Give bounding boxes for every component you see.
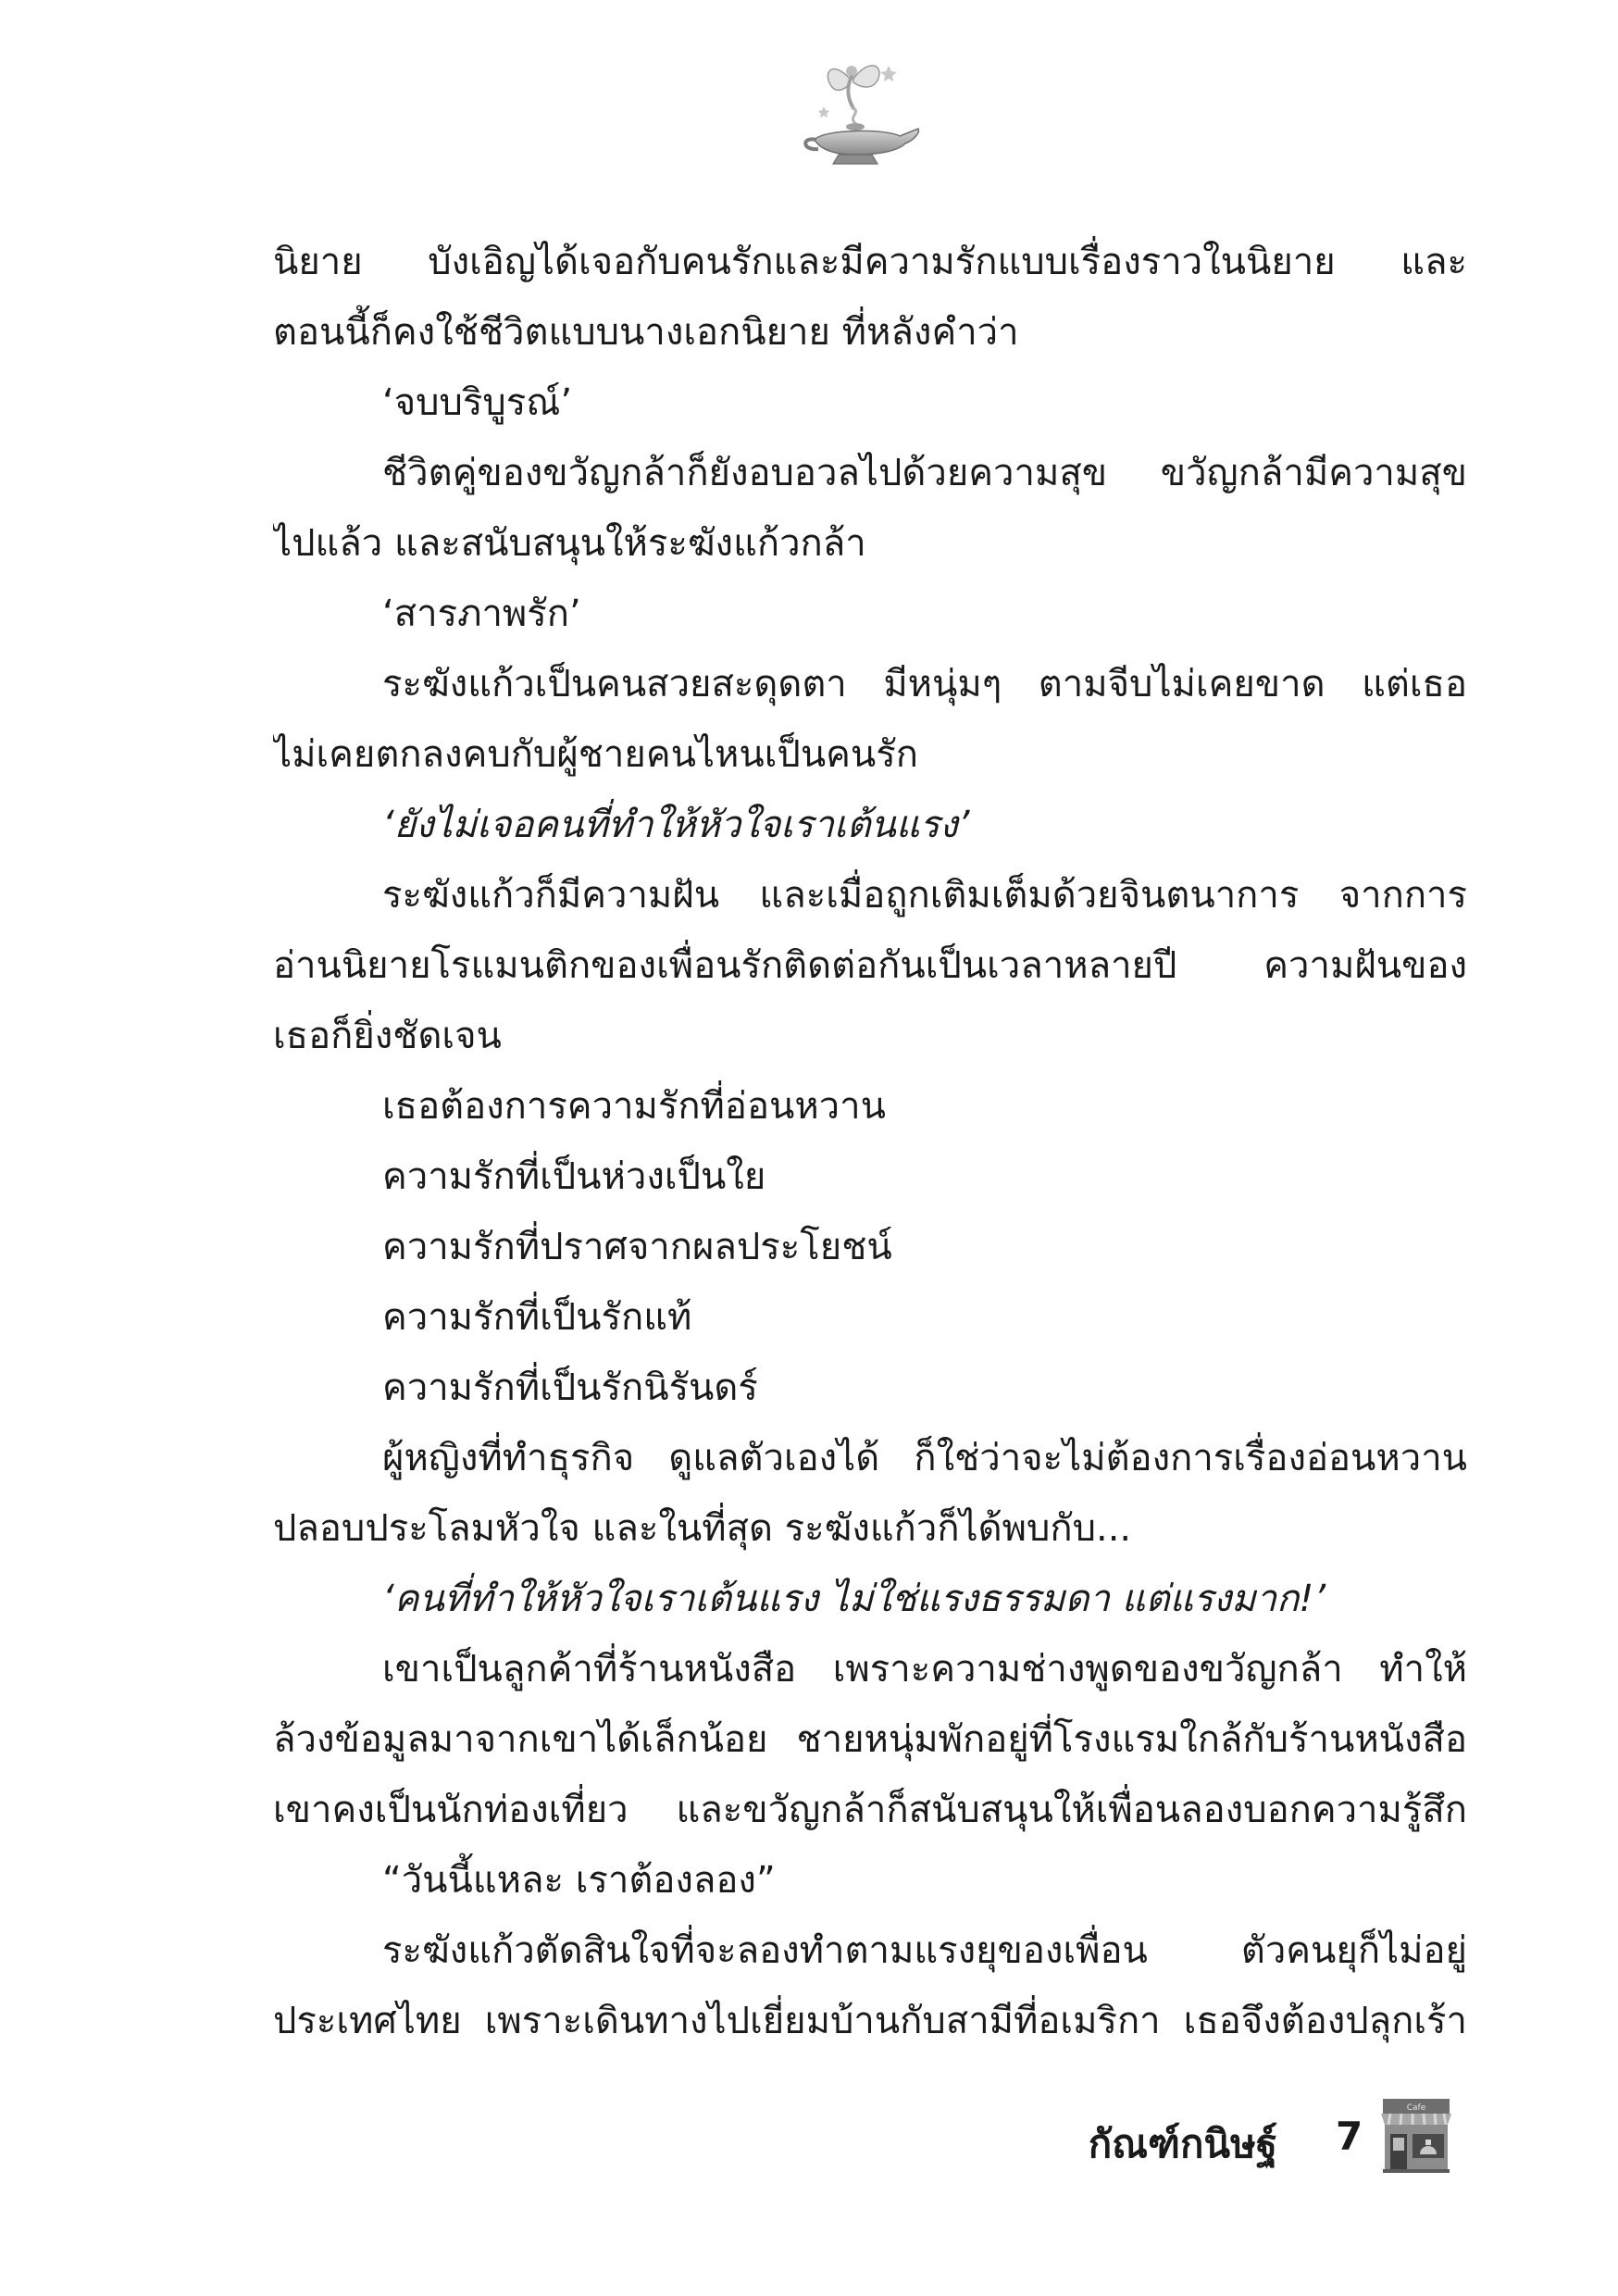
text-line: ระฆังแก้วเป็นคนสวยสะดุดตา มีหนุ่มๆ ตามจีบไม่เคยขาด แต่เธอ — [382, 663, 1467, 705]
text-line: ‘จบบริบูรณ์’ — [382, 381, 573, 424]
text-line: “วันนี้แหละ เราต้องลอง” — [382, 1859, 776, 1902]
text-line: ชีวิตคู่ของขวัญกล้าก็ยังอบอวลไปด้วยความสุข ขวัญกล้ามีความสุข — [382, 452, 1467, 494]
book-title: กัณฑ์กนิษฐ์ — [1088, 2121, 1277, 2166]
text-line: เขาเป็นลูกค้าที่ร้านหนังสือ เพราะความช่างพูดของขวัญกล้า ทำให้ — [382, 1648, 1467, 1691]
text-line: ‘คนที่ทำให้หัวใจเราเต้นแรง ไม่ใช่แรงธรรมดา แต่แรงมาก!’ — [382, 1578, 1326, 1620]
page-body-text — [273, 227, 1467, 2056]
text-line: ความรักที่เป็นห่วงเป็นใย — [382, 1155, 766, 1198]
text-line: ระฆังแก้วก็มีความฝัน และเมื่อถูกเติมเต็มด้วยจินตนาการ จากการ — [382, 874, 1467, 917]
page-number: 7 — [1336, 2114, 1363, 2159]
magic-lamp-ornament-icon — [796, 51, 926, 171]
text-line: เธอก็ยิ่งชัดเจน — [273, 1015, 502, 1057]
text-line: เธอต้องการความรักที่อ่อนหวาน — [382, 1085, 886, 1128]
text-line: ล้วงข้อมูลมาจากเขาได้เล็กน้อย ชายหนุ่มพักอยู่ที่โรงแรมใกล้กับร้านหนังสือ — [273, 1718, 1467, 1761]
text-line: นิยาย บังเอิญได้เจอกับคนรักและมีความรักแบบเรื่องราวในนิยาย และ — [273, 241, 1467, 283]
cafe-shop-icon — [1379, 2097, 1453, 2173]
text-line: ผู้หญิงที่ทำธุรกิจ ดูแลตัวเองได้ ก็ใช่ว่าจะไม่ต้องการเรื่องอ่อนหวาน — [382, 1437, 1467, 1479]
text-line: ความรักที่เป็นรักนิรันดร์ — [382, 1366, 758, 1409]
text-line: ความรักที่เป็นรักแท้ — [382, 1296, 692, 1339]
text-line: ปลอบประโลมหัวใจ และในที่สุด ระฆังแก้วก็ได้พบกับ... — [273, 1507, 1132, 1550]
text-line: อ่านนิยายโรแมนติกของเพื่อนรักติดต่อกันเป็นเวลาหลายปี ความฝันของ — [273, 944, 1467, 987]
text-line: ไปแล้ว และสนับสนุนให้ระฆังแก้วกล้า — [273, 522, 866, 565]
text-line: ประเทศไทย เพราะเดินทางไปเยี่ยมบ้านกับสามีที่อเมริกา เธอจึงต้องปลุกเร้า — [273, 2000, 1467, 2042]
text-line: เขาคงเป็นนักท่องเที่ยว และขวัญกล้าก็สนับสนุนให้เพื่อนลองบอกความรู้สึก — [273, 1789, 1467, 1831]
text-line: ตอนนี้ก็คงใช้ชีวิตแบบนางเอกนิยาย ที่หลังคำว่า — [273, 311, 1019, 354]
text-line: ระฆังแก้วตัดสินใจที่จะลองทำตามแรงยุของเพื่อน ตัวคนยุก็ไม่อยู่ — [382, 1929, 1467, 1972]
text-line: ความรักที่ปราศจากผลประโยชน์ — [382, 1226, 892, 1268]
text-line: ‘สารภาพรัก’ — [382, 593, 581, 635]
cafe-sign-text: Cafe — [1406, 2103, 1426, 2113]
text-line: ‘ยังไม่เจอคนที่ทำให้หัวใจเราเต้นแรง’ — [382, 804, 970, 846]
page-footer — [0, 2097, 1618, 2180]
text-line: ไม่เคยตกลงคบกับผู้ชายคนไหนเป็นคนรัก — [273, 733, 918, 776]
